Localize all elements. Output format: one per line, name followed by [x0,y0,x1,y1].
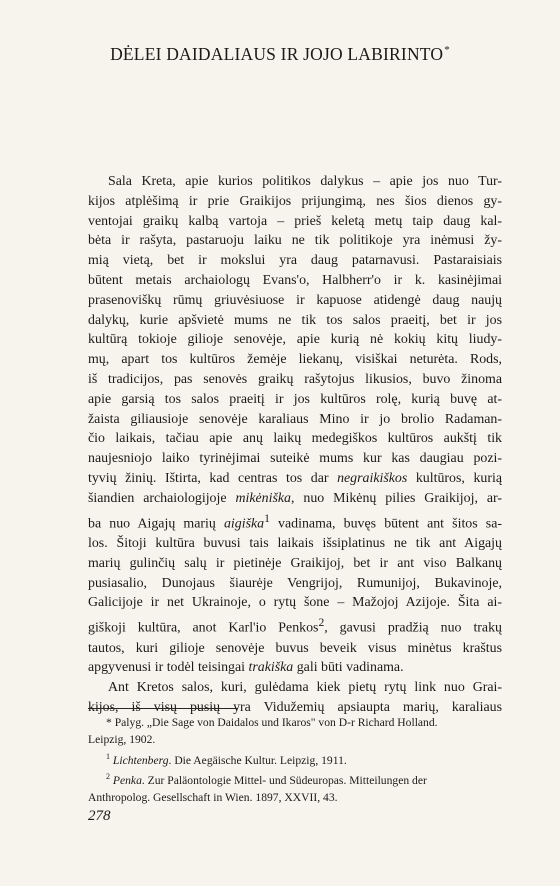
text-span: vadinama, buvęs būtent ant šitos sa- [269,516,502,532]
footnotes [88,715,502,807]
text-line: mią vietą, bet ir mokslui yra daug patarnavusi. Pastaraisiais [88,253,502,269]
chapter-title-text: DĖLEI DAIDALIAUS IR JOJO LABIRINTO [110,44,444,64]
text-line: Galicijoje ir net Ukrainoje, o rytų šone – Mažojoj Azijoje. Šita ai- [88,595,502,611]
text-line: bėta ir rašyta, pastaruoju laiku ne tik politikoje yra inėmusi žy- [88,233,502,249]
text-line: kijos, iš visų pusių yra Vidužemių apsiaupta marių, karaliaus [88,699,502,715]
text-line: apie garsią tos salos praeitį ir jos kultūros rolę, kurią buvę at- [88,391,502,407]
text-line: iš tradicijos, pas senovės graikų rašytojus likusios, buvo žinoma [88,371,502,387]
chapter-title [0,44,560,65]
footnote-1 [88,749,502,770]
text-span: , gavusi pradžią nuo trakų [324,620,502,636]
text-span: gali būti vadinama. [293,660,404,676]
text-line [88,489,502,509]
footnote-ref: 2 [318,616,325,630]
footnote-mark: 2 [106,772,110,782]
footnote-ref: 1 [264,511,270,525]
text-line [88,613,502,638]
text-line [88,509,502,534]
footnote-author: Penka [112,774,142,788]
paragraph-2 [88,678,502,718]
body-text [88,172,502,718]
text-span: kultūros, kurią [407,470,502,486]
text-line: žaista giliausioje senovėje karaliaus Mino ir jo brolio Radaman- [88,411,502,427]
text-line: naujesniojo laiko tyrinėjimai suteikė mums kur kas daugiau pozi- [88,451,502,467]
page-number: 278 [88,808,111,824]
text-span: šiandien archaiologijoje [88,490,236,506]
text-line: Ant Kretos salos, kuri, gulėdama kiek pietų rytų link nuo Grai- [108,680,502,696]
text-span: ba nuo Aigajų marių [88,516,224,532]
text-line: Sala Kreta, apie kurios politikos dalykus – apie jos nuo Tur- [108,174,502,189]
text-span: giškoji kultūra, anot Karl'io Penkos [88,620,319,636]
footnote-text: Palyg. „Die Sage von Daidalos und Ikaros" von D-r Richard Holland. [114,716,438,729]
text-span: tyvių žinių. Ištirta, kad centras tos dar [88,470,338,486]
paragraph-1 [88,172,502,678]
text-line: mų, apart tos kultūros žemėje liekanų, visiškai neturėta. Rods, [88,352,502,368]
footnote-text: . Die Aegäische Kultur. Leipzig, 1911. [168,753,347,767]
italic-term: mikėniška [235,490,291,506]
footnote-mark: * [106,716,112,729]
footnote-text: . Zur Paläontologie Mittel- und Südeuropas. Mitteilungen der [141,774,427,788]
text-line: būtent metais archaiologų Evans'o, Halbherr'o ir k. kasinėjimai [88,272,502,288]
italic-term: trakiška [248,660,294,676]
text-span: apgyvenusi ir todėl teisingai [88,660,249,676]
footnote-star [88,715,502,732]
footnote-star-cont: Leipzig, 1902. [88,732,156,746]
text-line: kijos atplėšimą ir prie Graikijos prijungimą, nes šios dienos gy- [88,193,502,209]
text-line: tautos, kuri gilioje senovėje buvus beveik visus minėtus kraštus [88,640,502,656]
text-line: čio laikais, tačiau apie anų laikų medegiškos kultūros aukštį tik [88,431,502,447]
text-line [88,469,502,489]
footnote-2-cont: Anthropolog. Gesellschaft in Wien. 1897, XXVII, 43. [88,791,338,805]
text-line: prasenoviškų rūmų griuvėsiuose ir kapuose atidengė daug naujų [88,292,502,308]
footnote-mark: 1 [106,751,110,761]
text-line: kultūrą tokioje gilioje senovėje, apie kurią nė kokių kitų liudy- [88,332,502,348]
title-footnote-mark: * [444,44,450,56]
footnote-divider [88,708,238,709]
text-line: dalykų, kurie apšvietė mums ne tik tos salos praeitį, bet ir jos [88,312,502,328]
footnote-2 [88,769,502,790]
italic-term: aigiška [223,516,265,532]
text-span: , nuo Mikėnų pilies Graikijoj, ar- [291,490,502,506]
text-line: ventojai graikų kalbą vartoja – prieš keletą metų taip daug kal- [88,213,502,229]
text-line: pusiasalio, Dunojaus šiaurėje Vengrijoj, Rumunijoj, Bukavinoje, [88,575,502,591]
text-line: los. Šitoji kultūra buvusi tais laikais išsiplatinus ne tik ant Aigajų [88,535,502,551]
text-line [88,658,502,678]
text-line: marių gulinčių salų ir pietinėje Graikijoj, bet ir ant viso Balkanų [88,555,502,571]
italic-term: negraikiškos [337,470,408,486]
footnote-author: Lichtenberg [112,753,169,767]
